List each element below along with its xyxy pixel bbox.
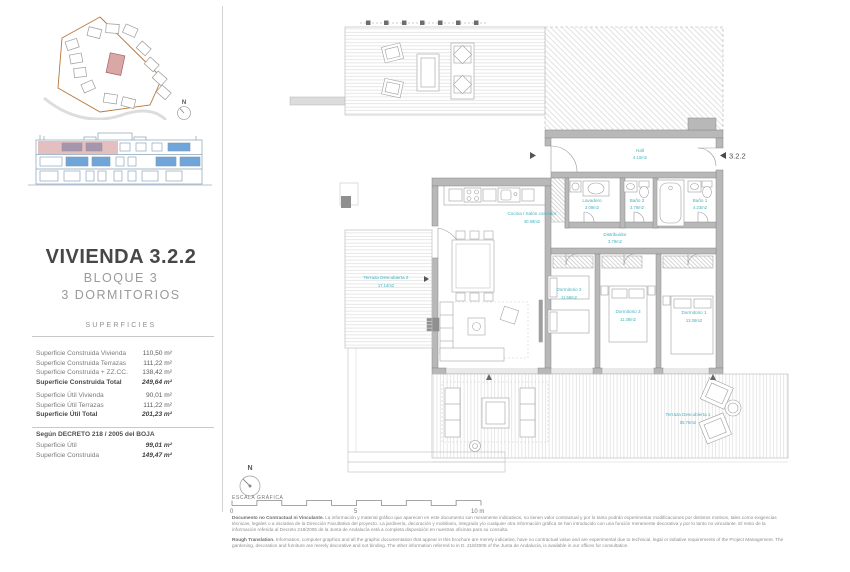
room-label-hall: Hall xyxy=(636,148,644,153)
row-label: Superficie Construida Vivienda xyxy=(36,350,127,357)
dining-set xyxy=(452,231,494,301)
row-label: Superficie Útil Total xyxy=(36,411,98,418)
lounge-set xyxy=(440,300,543,361)
row-label: Superficie Construida Total xyxy=(36,378,122,386)
row-value: 110,50 m² xyxy=(142,350,172,357)
page-title: VIVIENDA 3.2.2 xyxy=(45,246,197,268)
bedrooms-subtitle: 3 DORMITORIOS xyxy=(61,288,181,302)
room-area-cocina: 30.59m2 xyxy=(523,219,541,224)
room-area-lavadero: 3.09m2 xyxy=(585,205,599,210)
row-label: Superficie Construida Terrazas xyxy=(36,359,127,367)
room-area-distribuidor: 3.79m2 xyxy=(608,239,622,244)
decreto-heading: Según DECRETO 218 / 2005 del BOJA xyxy=(36,431,155,438)
room-area-dorm2: 11.58m2 xyxy=(561,295,577,300)
room-label-dorm3: Dormitorio 3 xyxy=(615,309,641,314)
site-north-label: N xyxy=(181,100,187,106)
room-area-terraza1: 55.76m2 xyxy=(679,420,697,425)
room-label-cocina: Cocina / Salón comedor xyxy=(507,211,557,216)
row-label: Superficie Útil xyxy=(36,442,77,449)
disclaimer-english xyxy=(232,537,790,549)
disclaimer-english-lead: Rough Translation. xyxy=(232,537,275,543)
row-value: 111,22 m² xyxy=(143,359,172,367)
unit-tag-label: 3.2.2 xyxy=(729,151,746,161)
block-subtitle: BLOQUE 3 xyxy=(83,271,159,285)
disclaimer-english-body: Information, computer graphics and all the graphic documentation that appear in this brochure are merely indicative, have no contractual value and are experimental due to technical, legal or initiative requirements of the Project Management. The gardening, decoration and furniture are merely decorative and not binding. The other information referred to in D. 218/2005 of the Junta de Andalucía, is available in our offices for consultation. xyxy=(232,537,784,549)
disclaimer-spanish-lead: Documento no Contractual ni Vinculante. xyxy=(232,515,324,520)
disclaimer-spanish-body: La información y material gráfico que aparecen en este documento son meramente indicativos, no tienen valor contractual y por lo tanto podrán experimentar modificaciones por distintos motivos, tales como exigencias técnicas, legales o a iniciativa de la Dirección Facultativa del proyecto. La jardinería, decoración y mobiliario, integrado y/o cualquier otra información gráfica se han introducido con una función meramente decorativa y por lo tanto no vinculante. El resto de la información referida al Decreto 218/2005 de la Junta de Andalucía está a completa disposición en nuestras oficinas para su consulta. xyxy=(232,515,777,533)
row-label: Superficie Construida + ZZ.CC. xyxy=(36,369,128,376)
row-value: 201,23 m² xyxy=(141,411,172,418)
scale-tick-5: 5 xyxy=(354,509,358,515)
room-area-hall: 4.10m2 xyxy=(633,155,647,160)
scale-bar xyxy=(232,501,481,506)
room-label-bano1: Baño 1 xyxy=(692,198,708,203)
unit-tag xyxy=(720,152,746,161)
disclaimer-spanish xyxy=(232,515,790,534)
windows xyxy=(446,369,709,373)
row-value: 111,22 m² xyxy=(143,401,172,409)
room-area-bano2: 3.78m2 xyxy=(630,205,644,210)
room-label-terraza1: Terraza Descubierta 1 xyxy=(665,412,711,417)
scale-heading: ESCALA GRÁFICA xyxy=(232,495,284,501)
room-area-bano1: 4.23m2 xyxy=(693,205,707,210)
room-label-dorm1: Dormitorio 1 xyxy=(681,310,707,315)
kitchen-counter xyxy=(444,186,545,205)
room-label-lavadero: Lavadero xyxy=(582,198,602,203)
row-label: Superficie Útil Vivienda xyxy=(36,392,104,399)
row-value: 90,01 m² xyxy=(145,392,172,399)
bathroom-fixtures xyxy=(570,180,712,226)
room-area-terraza2: 17.14m2 xyxy=(377,283,395,288)
section-arrow xyxy=(530,152,536,159)
row-value: 138,42 m² xyxy=(142,369,172,376)
unit-arrow-icon xyxy=(720,152,726,159)
north-compass xyxy=(240,465,260,496)
room-area-dorm1: 13.06m2 xyxy=(685,318,703,323)
room-label-terraza2: Terraza Descubierta 2 xyxy=(363,275,409,280)
row-value: 149,47 m² xyxy=(141,451,172,459)
graphic-scale xyxy=(230,494,484,515)
wardrobes xyxy=(553,256,713,268)
superficies-heading: SUPERFICIES xyxy=(85,322,157,329)
scale-tick-0: 0 xyxy=(230,509,234,515)
side-terrace xyxy=(345,230,432,348)
legal-disclaimer xyxy=(232,515,790,553)
north-label: N xyxy=(247,465,253,472)
row-value: 249,64 m² xyxy=(141,378,172,386)
room-label-bano2: Baño 2 xyxy=(629,198,645,203)
room-area-dorm3: 11.38m2 xyxy=(620,317,636,322)
room-label-distribuidor: Distribuidor xyxy=(603,232,627,237)
lower-terrace xyxy=(432,374,788,462)
room-label-dorm2: Dormitorio 2 xyxy=(556,287,582,292)
scale-tick-10: 10 m xyxy=(471,509,485,515)
row-label: Superficie Construida xyxy=(36,451,100,459)
row-value: 99,01 m² xyxy=(145,442,172,449)
row-label: Superficie Útil Terrazas xyxy=(36,401,104,409)
